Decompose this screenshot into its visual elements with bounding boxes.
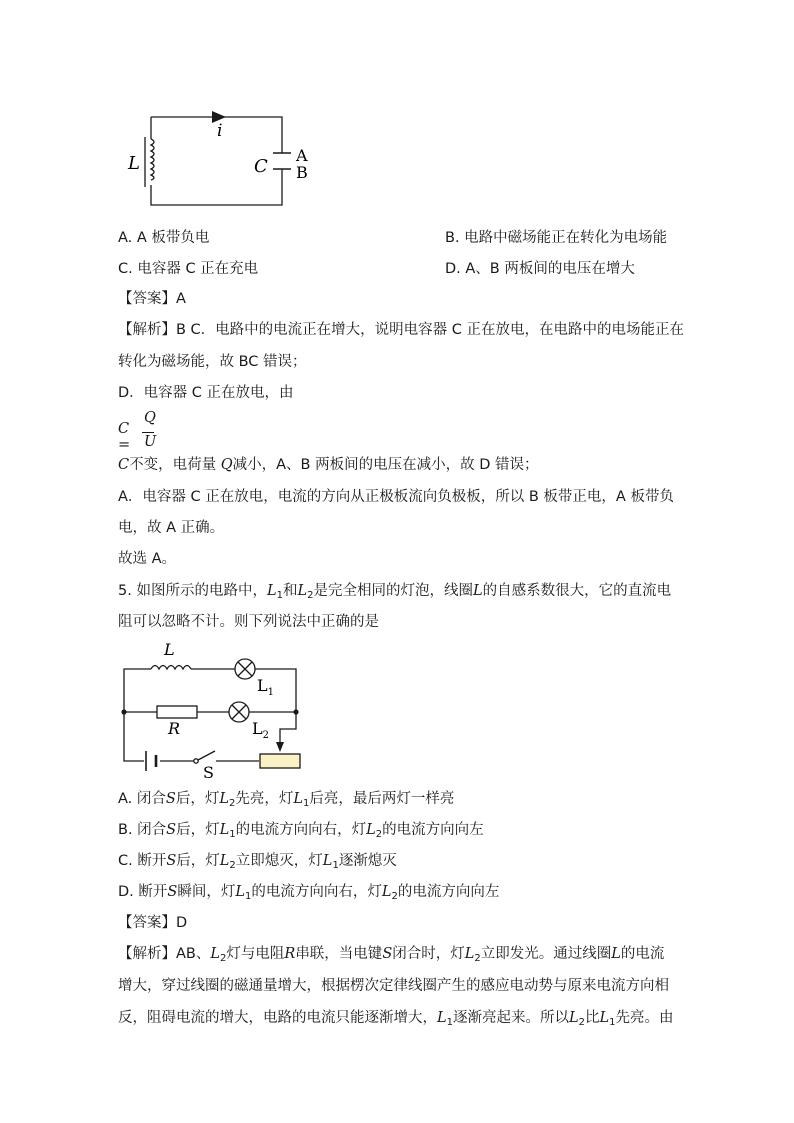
- q4-analysis-1: 【解析】B C．电路中的电流正在增大，说明电容器 C 正在放电，在电路中的电场能正在: [118, 322, 685, 338]
- fraction-bar: [142, 432, 154, 433]
- q4-option-d: D. A、B 两板间的电压在增大: [445, 261, 635, 277]
- q5-option-d: D. 断开S瞬间，灯$L_1$的电流方向向右，灯$L_2$的电流方向向左: [118, 884, 500, 902]
- q4-option-b: B. 电路中磁场能正在转化为电场能: [445, 230, 668, 246]
- q5-option-a: A. 闭合S后，灯$L_2$先亮，灯$L_1$后亮，最后两灯一样亮: [118, 791, 455, 809]
- q4-analysis-3: D．电容器 C 正在放电，由: [118, 385, 294, 401]
- q4-conclusion: 故选 A。: [118, 551, 177, 567]
- resistor-r: [157, 706, 197, 718]
- q5-analysis-3: 反，阻碍电流的增大，电路的电流只能逐渐增大，$L_1$逐渐亮起来。所以$L_2$比$L_1$先亮。由: [118, 1010, 674, 1028]
- lamp2-label: $L_2$: [252, 719, 269, 741]
- resistor-label: R: [168, 719, 181, 738]
- rheostat: [260, 754, 300, 768]
- q5-stem-1: 5. 如图所示的电路中，$L_1$和$L_2$是完全相同的灯泡，线圈L的自感系数很大，它的直流电: [118, 583, 672, 601]
- switch-label: S: [203, 763, 214, 782]
- lc-circuit-figure: [120, 105, 330, 215]
- coil-label: L: [164, 640, 175, 659]
- q5-analysis-1: 【解析】AB、$L_2$灯与电阻R串联，当电键S闭合时，灯$L_2$立即发光。通过线圈L的电流: [118, 946, 665, 964]
- q4-option-a: A. A 板带负电: [118, 230, 210, 246]
- q5-analysis-2: 增大，穿过线圈的磁通量增大，根据楞次定律线圈产生的感应电动势与原来电流方向相: [118, 978, 669, 994]
- inductor-coil: [151, 139, 154, 180]
- q4-answer: 【答案】A: [118, 291, 186, 307]
- q5-option-c: C. 断开S后，灯$L_2$立即熄灭，灯$L_1$逐渐熄灭: [118, 853, 397, 871]
- coil-symbol: [151, 666, 191, 670]
- switch-lever: [198, 751, 215, 760]
- q4-analysis-2: 转化为磁场能，故 BC 错误；: [118, 354, 307, 370]
- q5-stem-2: 阻可以忽略不计。则下列说法中正确的是: [118, 614, 379, 630]
- q4-analysis-5: A．电容器 C 正在放电，电流的方向从正极板流向负极板，所以 B 板带正电，A 板带负: [118, 489, 674, 505]
- formula-numerator: Q: [144, 410, 156, 426]
- q4-option-c: C. 电容器 C 正在充电: [118, 261, 259, 277]
- rheostat-slider-arrow: [276, 742, 284, 752]
- plate-b-label: B: [296, 163, 308, 182]
- rl-circuit-figure: [115, 638, 315, 783]
- current-label: i: [217, 121, 223, 141]
- q5-option-b: B. 闭合S后，灯$L_1$的电流方向向右，灯$L_2$的电流方向向左: [118, 822, 484, 840]
- formula-denominator: U: [144, 434, 157, 450]
- plate-a-label: A: [296, 146, 308, 165]
- switch-contact: [194, 759, 198, 763]
- capacitor-label: C: [254, 156, 268, 177]
- inductor-label: L: [128, 153, 140, 174]
- q4-analysis-4: C不变，电荷量 Q减小，A、B 两板间的电压在减小，故 D 错误；: [118, 457, 539, 473]
- lamp1-label: $L_1$: [257, 676, 274, 698]
- q4-analysis-6: 电，故 A 正确。: [118, 520, 225, 536]
- formula-lhs: C =: [118, 421, 131, 453]
- q5-answer: 【答案】D: [118, 915, 188, 931]
